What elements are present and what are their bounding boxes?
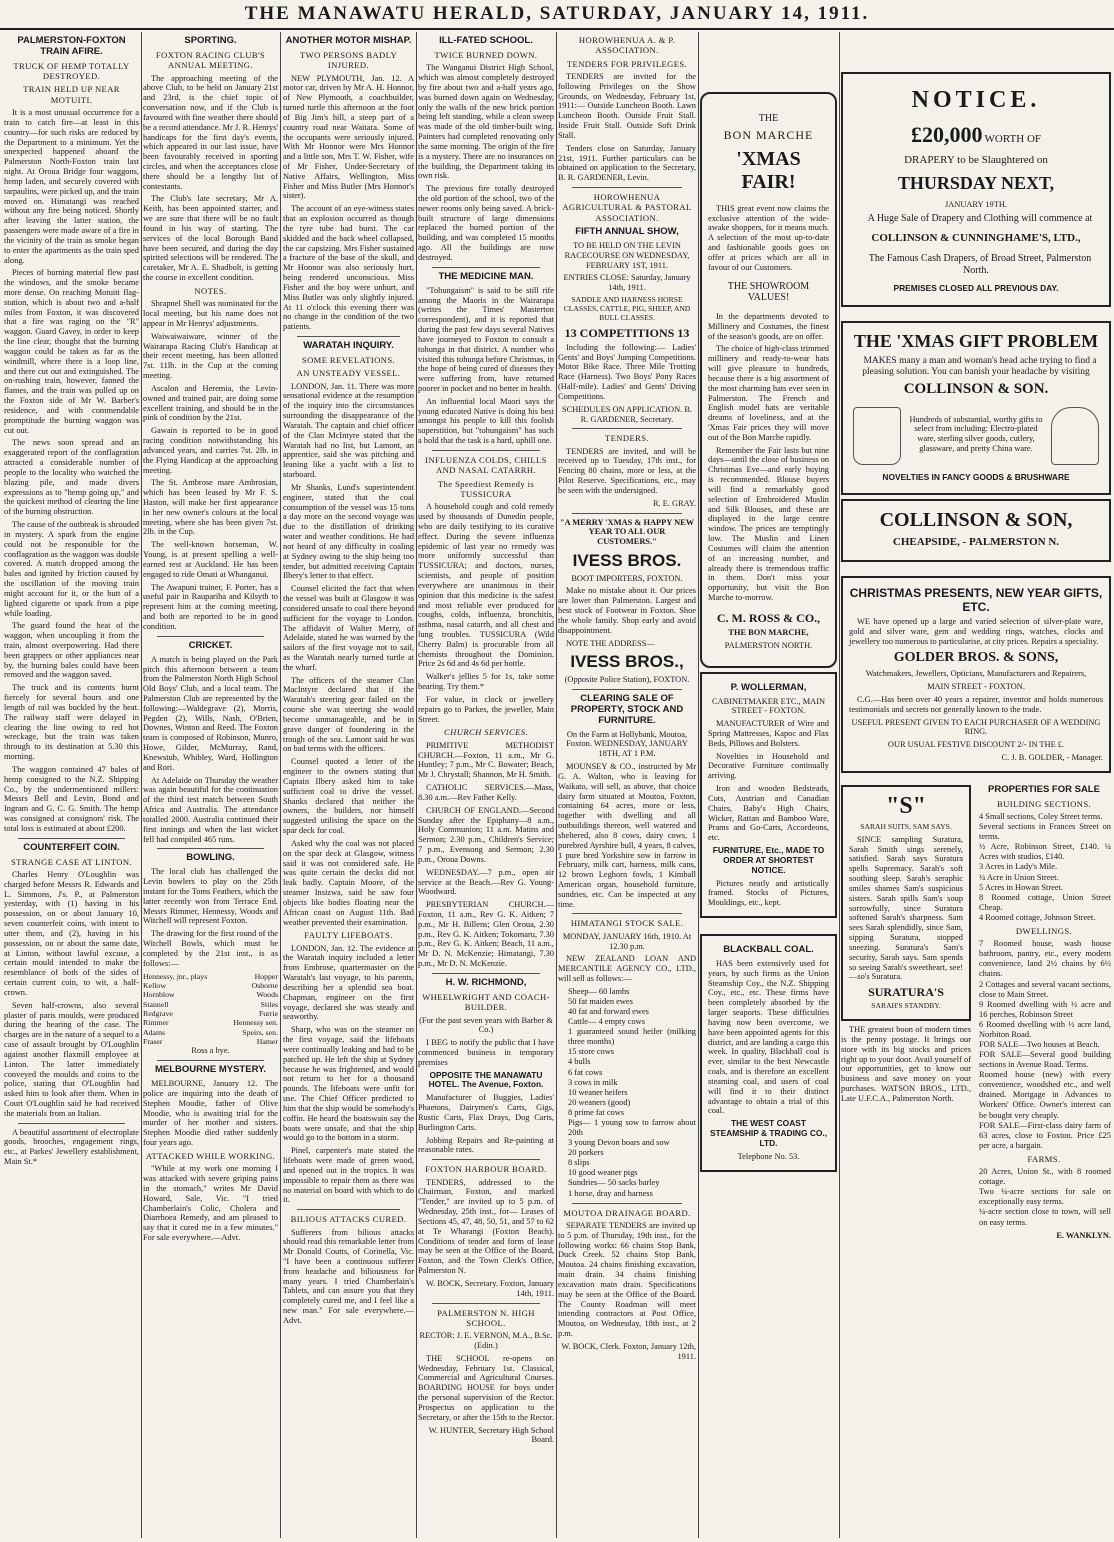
- paragraph: Gawain is reported to be in good racing condition notwithstanding his advanced years, and carries 7st. 2lb. in the Flying Handicap at the approaching meeting.: [143, 426, 278, 475]
- headline-cricket: CRICKET.: [188, 639, 233, 651]
- paragraph: An influential local Maori says the young educated Native is doing his best amongst his people to kill this foolish superstition, but "tohungaism" has such a hold that the task is a hard, uphill one.: [418, 396, 554, 446]
- subhead: TRAIN HELD UP NEAR MOTUITI.: [23, 84, 120, 105]
- list-item: 4 Small sections, Coley Street terms.: [979, 812, 1103, 822]
- paragraph: "Tohungaism" is said to be still rife among the Maoris in the Wairarapa (writes the Times' Masterton correspondent), and it is reported that during the past few days several Natives have journeyed to Foxton to consult a tohunga in that district. A number who visited this tohunga before Christmas, in the hope of being cured of diseases they were suffering from, have returned poorer in pocket and no better in health.: [418, 285, 554, 393]
- paragraph: PRIMITIVE METHODIST CHURCH.—Foxton, 11 a.m., Mr G. Huntley; 7 p.m., Mr C. Bowater; Beach, Mr J. Chrystall; Shannon, Mr H. Smith.: [418, 740, 554, 780]
- subhead: TWICE BURNED DOWN.: [434, 49, 538, 60]
- column-2: [143, 32, 278, 1246]
- paragraph: Sufferers from bilious attacks should read this remarkable letter from Mr Donald Coutts, of Corinella, Vic. "I have been a continuous sufferer from headache and biliousness for many years. I tried Chamberlain's Tablets, and can assure you that they completely cured me, and I feel like a new man." For sale everywhere.—Advt.: [283, 1227, 414, 1325]
- paragraph: Shrapnel Shell was nominated for the local meeting, but his name does not appear in Mr Henrys' adjustments.: [143, 299, 278, 328]
- list-item: 7 Roomed house, wash house bathroom, pantry, etc., every modern convenience, land 2½ chains by 6½ chains.: [979, 939, 1111, 979]
- paragraph: Counsel elicited the fact that when the vessel was built at Glasgow it was considered unsafe to coal there beyond sufficient for the voyage to London. The affidavit of Walter Merry, of Adelaide, stated he was warned by the sailors of the first voyage not to sail, as the Waratah nearly turned turtle at the wharf.: [283, 584, 414, 672]
- subhead-notes: NOTES.: [194, 285, 227, 296]
- list-item: 50 fat maiden ewes: [568, 997, 633, 1007]
- draw-player: Hornblow: [143, 990, 175, 1000]
- paragraph: MANUFACTURER of Wire and Spring Mattresses, Kapoc and Flax Beds, Pillows and Bolsters.: [708, 719, 829, 748]
- cruet-icon: [1051, 407, 1099, 465]
- paragraph: FURNITURE, Etc., MADE TO ORDER AT SHORTEST NOTICE.: [712, 845, 825, 875]
- list-item: 2 Cottages and several vacant sections, close to Main Street.: [979, 979, 1111, 999]
- paragraph: It is a most unusual occurrence for a train to catch fire—at least in this country—for such risks are reduced by the Department to a minimum. Yet the unexpected happened aboard the Palmerston North-Foxton train last night. At Oroua Bridge four waggons, hemp laden, and securely covered with tarpaulins, were picked up, and the train moved on. Himatangi was reached without any fire being noticed. Shortly after leaving the latter station, the passengers were made aware of a fire in the vicinity of the train as smoke began to enter the apartments as the train sped along.: [4, 108, 139, 265]
- ad-subtitle: CABINETMAKER ETC., MAIN STREET - FOXTON.: [711, 696, 826, 716]
- column-rule: [698, 32, 699, 1538]
- paragraph: PRESBYTERIAN CHURCH.—Foxton, 11 a.m., Rev G. K. Aitken; 7 p.m., Mr H. Billens; Glen Oroua, 2.30 p.m., Rev G. K. Aitken; Tokomaru, 7.30 p.m., Rev G. K. Aitken; Beach, 11 a.m., Mr D. N. McKenzie; Himatangi, 7.30 p.m., Mr D. N. McKenzie.: [418, 900, 554, 969]
- list-item: FOR SALE—Several good building sections in Avenue Road. Terms.: [979, 1050, 1111, 1070]
- list-item: 6 Roomed dwelling with ½ acre land, Norbiton Road.: [979, 1019, 1111, 1039]
- divider: [432, 1159, 540, 1160]
- ad-title: IVESS BROS.: [572, 551, 682, 571]
- paragraph: For value, in clock or jewellery repairs go to Parkes, the jeweller, Main Street.: [418, 694, 554, 724]
- paragraph: The well-known horseman, W. Young, is at present spelling a well-earned rest at Auckland. He has been engaged to ride Omati at Whanganui.: [143, 540, 278, 579]
- paragraph: Sharp, who was on the steamer on the first voyage, said the lifeboats were continually leaking and had to be patched up. He left the ship at Sydney because he was frightened, and would not return to her for a thousand pounds. The lifeboats were unfit for use. The Chief Officer predicted to him that the ship would be somebody's coffin. He heard the boatswain say the boats were unsafe, and that the ship would go to the bottom in a storm.: [283, 1025, 414, 1143]
- subhead: TWO PERSONS BADLY INJURED.: [299, 49, 398, 71]
- headline-melbourne-mystery: MELBOURNE MYSTERY.: [154, 1064, 267, 1076]
- collinson-son-ad: [841, 321, 1111, 495]
- paragraph: The Awapuni trainer, F. Porter, has a useful pair in Raupariha and Kilsyth to represent him at the coming meeting, and both are reported to be in good condition.: [143, 582, 278, 631]
- ad-subtitle: BUILDING SECTIONS.: [996, 798, 1092, 809]
- signature: W. HUNTER, Secretary High School Board.: [428, 1425, 554, 1445]
- paragraph: The truck and its contents burnt fiercely for several hours and one length of rail was buckled by the heat. The railway staff were delayed in clearing the line owing to red hot wreckage, but the train was taken through to its destination at 5.30 this morning.: [4, 683, 139, 762]
- bon-marche-ad: [700, 92, 837, 668]
- list-item: Pigs— 1 young sow to farrow about 20th: [568, 1117, 696, 1138]
- draw-player: Osborne: [251, 980, 278, 990]
- paragraph: SEPARATE TENDERS are invited up to 5 p.m. of Thursday, 19th inst., for the following works: 66 chains Stop Bank, Duck Creek. 52 chains Stop Bank, Moutoa. 24 chains finishing excavation, main drain. 34 chains finishing excavation main drain. Specifications may be seen at the Office of the Board. The County Roadman will meet intending contractors at Post Office, Moutoa, on Wednesday, 18th inst., at 2 p.m.: [558, 1220, 696, 1338]
- paragraph: TENDERS, addressed to the Chairman, Foxton, and marked "Tender," are invited up to 5 p.m. of Wednesday, 25th inst., for— Leases of Sections 45, 47, 48, 50, 51, and 57 to 62 at Te Wharangi (Foxton Beach). Conditions of tender and form of lease may be seen at the Office of the Board, Foxton, and the Town Clerk's Office, Palmerston N.: [418, 1177, 554, 1276]
- ad-firm: COLLINSON & SON,: [879, 509, 1073, 532]
- subhead: AN UNSTEADY VESSEL.: [296, 368, 401, 379]
- ad-subheading: WHEELWRIGHT AND COACH-BUILDER.: [422, 991, 550, 1013]
- ad-firm: GOLDER BROS. & SONS,: [893, 649, 1059, 665]
- headline-medicine-man: THE MEDICINE MAN.: [438, 270, 534, 282]
- draw-player: Rimmer: [143, 1018, 169, 1028]
- paragraph: MAKES many a man and woman's head ache trying to find a pleasing solution. You can banish your headache by visiting: [862, 355, 1097, 377]
- paragraph: TENDERS are invited for the following Privileges on the Show Grounds, on Wednesday, February 1st, 1911:— Outside Luncheon Booth. Lawn Luncheon Booth. Outside Fruit Stall. Inside Fruit Stall. Outside Soft Drink Stall.: [558, 71, 696, 140]
- divider: [432, 1303, 540, 1304]
- divider: [572, 1203, 682, 1204]
- paragraph: MONDAY, JANUARY 16th, 1910. At 12.30 p.m.: [562, 931, 692, 951]
- list-item: 8 slips: [568, 1158, 590, 1168]
- paragraph: PREMISES CLOSED ALL PREVIOUS DAY.: [893, 283, 1059, 294]
- ad-firm: C. M. ROSS & CO.,: [716, 610, 821, 625]
- list-item: 5 Acres in Howan Street.: [979, 882, 1063, 892]
- divider: [572, 428, 682, 429]
- paragraph: C.G.—Has been over 40 years a repairer, inventor and holds numerous testimonials and secrets not generally known to the trade.: [849, 694, 1103, 714]
- divider: [157, 636, 264, 637]
- ad-heading: H. W. RICHMOND,: [445, 976, 527, 988]
- ad-subheading: The Speediest Remedy is TUSSICURA: [437, 478, 535, 499]
- headline-motor-mishap: ANOTHER MOTOR MISHAP.: [285, 35, 412, 46]
- subhead: SOME REVELATIONS.: [301, 355, 396, 365]
- draw-player: Hennessy sen.: [233, 1018, 278, 1028]
- draw-player: Woods: [256, 990, 278, 1000]
- draw-player: Stiles: [260, 999, 278, 1009]
- ad-heading: PALMERSTON N. HIGH SCHOOL.: [437, 1307, 535, 1328]
- ad-line: JANUARY 19TH.: [944, 199, 1008, 209]
- list-item: ½ Acre, Robinson Street, £140. ¼ Acres with studios, £140.: [979, 842, 1111, 862]
- paragraph: The waggon contained 47 bales of hemp consigned to the N.Z. Shipping Co., by the undermentioned millers: Messrs Bell and Levin, Bond and Ingram and G. C. G. Smith. The hemp was consigned at consignors' risk. The total loss is estimated at about £200.: [4, 764, 139, 833]
- paragraph: MOUNSEY & CO., instructed by Mr G. A. Walton, who is leaving for Waikato, will sell, as above, that choice dairy farm situated at Moutoa, Foxton, containing 64 acres, more or less, together with dwelling and all outbuildings thereon, well watered and sheltered, also 8 cows, dairy cows, 1 purebred Ayrshire bull, 4 years, 8 calves, 1 pure bred Yorkshire sow in farrow in February, milk cart, harness, milk cans, 12 brown Leghorn fowls, 1 Kimball American organ, household furniture, sundries, etc. Can be inspected at any time.: [558, 762, 696, 909]
- ad-firm: COLLINSON & SON.: [903, 381, 1049, 398]
- paragraph: The Wanganui District High School, which was almost completely destroyed by fire about two and a-half years ago, was burned down again on Wednesday, only the walls of the new brick portion being left standing, while a clean sweep was made of the old timber-built wing. Painters had completed renovating only the same morning. The origin of the fire is a mystery. There are no insurances on the building, the Department taking its own risk.: [418, 63, 554, 181]
- ad-amount: £20,000: [910, 122, 983, 148]
- stock-list: [568, 987, 696, 1199]
- paragraph: Charles Henry O'Loughlin was charged before Messrs R. Edwards and L. Simmons, J's. P., at Palmerston yesterday, with (1) having in his possession, on or about January 10, seven counterfeit coins, with intent to utter them, and (2), having in his possession, on or about the same date, at Linton, without lawful excuse, a certain mould intended to make the resemblance of both of the sides of certain current coin, to wit, a half-crown.: [4, 869, 139, 997]
- list-item: FOR SALE—First-class dairy farm of 63 acres, close to Foxton. Price £25 per acre, a bargain.: [979, 1120, 1111, 1150]
- paragraph: A Huge Sale of Drapery and Clothing will commence at: [867, 212, 1093, 224]
- signature: R. E. GRAY.: [652, 498, 696, 508]
- paragraph: SCHEDULES ON APPLICATION. B. R. GARDENER, Secretary.: [561, 404, 693, 424]
- ad-line: DRAPERY to be Slaughtered on: [904, 153, 1048, 166]
- draw-player: Stannell: [143, 999, 169, 1009]
- paragraph: WE have opened up a large and varied selection of silver-plate ware, gold and silver ware, gem and wedding rings, watches, clocks and jewellery too numerous to particularise, at city prices. Repairs a speciality.: [849, 617, 1103, 646]
- divider: [297, 336, 400, 337]
- paragraph: Jobbing Repairs and Re-painting at reasonable rates.: [418, 1135, 554, 1155]
- headline-sporting: SPORTING.: [184, 35, 237, 46]
- list-item: 1 horse, dray and harness: [568, 1188, 653, 1198]
- divider: [157, 848, 264, 849]
- paragraph: A match is being played on the Park pitch this afternoon between a team from the Palmerston North High School Old Boys' Club, and a local team. The Palmerston Club are represented by the following:—Waldegrave (2), Morris, Pegden (2), Wills, Nash, O'Brien, Downes, Winton and Reed. The Foxton team is composed of Robinson, Munro, Howe, Gilder, McMurray, Rand, Knewstub, Whibley, Ward, Hollington and Rori.: [143, 654, 278, 772]
- paragraph: Pictures neatly and artistically framed. Stocks of Pictures, Mouldings, etc., kept.: [708, 878, 829, 908]
- list-item: Cattle— 4 empty cows: [568, 1017, 645, 1027]
- paragraph: Manufacturer of Buggies, Ladies' Phaetons, Dairymen's Carts, Gigs, Rustic Carts, Flax Drays, Dog Carts, Burlington Carts.: [418, 1093, 554, 1132]
- paragraph: ENTRIES CLOSE: Saturday, January 14th, 1911.: [563, 273, 691, 293]
- ad-firm: SURATURA'S: [868, 985, 944, 1000]
- paragraph: Mr Shanks, Lund's superintendent engineer, stated that the coal consumption of the vessel was 15 tons a day more on the second voyage was due to the distillation of drinking water and weather conditions. He had not heard of any difficulty in coaling at Sydney owing to the ship being too tender, but admitted receiving Captain Ilbery's letter to that effect.: [283, 482, 414, 581]
- list-item: 4 bulls: [568, 1057, 591, 1067]
- property-list: [979, 812, 1111, 923]
- ad-heading: TENDERS.: [604, 433, 650, 444]
- list-item: Two ¼-acre sections for sale on exceptionally easy terms.: [979, 1187, 1111, 1207]
- column-rule: [416, 32, 417, 1538]
- list-item: ¼-acre section close to town, will sell on easy terms.: [979, 1207, 1111, 1227]
- golder-bros-ad: [841, 576, 1111, 773]
- draw-player: Speirs, sen.: [242, 1027, 278, 1037]
- dwelling-list: [979, 939, 1111, 1151]
- draw-player: Hennessy, jnr., plays: [143, 971, 208, 981]
- ad-heading: HOROWHENUA AGRICULTURAL & PASTORAL ASSOCIATION.: [562, 192, 692, 223]
- signature: W. BOCK, Secretary. Foxton, January 14th, 1911.: [425, 1278, 554, 1298]
- subhead: ATTACKED WHILE WORKING.: [145, 1150, 276, 1161]
- divider: [157, 1060, 264, 1061]
- list-item: Several sections in Frances Street on terms.: [979, 822, 1111, 842]
- draw-player: Hopper: [254, 971, 278, 981]
- list-item: 1 guaranteed sound heifer (milking three months): [568, 1027, 696, 1047]
- paragraph: LONDON, Jan. 11. There was more sensational evidence at the resumption of the inquiry into the circumstances surrounding the disappearance of the Waratah. The captain and chief officer of the Clan McIntyre stated that the Waratah had no list, but Lamont, an apprentice, said she was pitching and leaning like a yacht with a list to starboard.: [283, 381, 414, 480]
- column-7: [841, 32, 1111, 1243]
- paragraph: OUR USUAL FESTIVE DISCOUNT 2/- IN THE £.: [887, 740, 1065, 750]
- paragraph: OPPOSITE THE MANAWATU HOTEL. The Avenue, Foxton.: [428, 1069, 544, 1090]
- list-item: 8 prime fat cows: [568, 1107, 625, 1117]
- list-item: 10 weaner heifers: [568, 1087, 628, 1097]
- collinson-cunninghame-notice: [841, 72, 1111, 307]
- column-3: [283, 32, 414, 1329]
- list-item: ¼ Acre in Union Street.: [979, 872, 1059, 882]
- paragraph: Ross a bye.: [191, 1046, 230, 1056]
- paragraph: The officers of the steamer Clan MacIntyre declared that if the Waratah's steering gear failed on the course she was steering she would become unmanageable, and be in grave danger of foundering in the trough of the sea. Lamont said he was on bad terms with the officers.: [283, 675, 414, 754]
- paragraph: MAIN STREET - FOXTON.: [927, 682, 1025, 692]
- paragraph: Including the following:— Ladies' Gents' and Boys' Jumping Competitions. Motor Bike Race. Three Mile Trotting Race (Harness). Two Boys' Pony Races (Half-mile). Ladies' and Gents' Driving Competitions.: [558, 342, 696, 401]
- subhead: FAULTY LIFEBOATS.: [304, 930, 393, 941]
- ad-heading: MOUTOA DRAINAGE BOARD.: [563, 1207, 691, 1218]
- ad-line: THE: [758, 113, 779, 124]
- ad-title: CHRISTMAS PRESENTS, NEW YEAR GIFTS, ETC.: [849, 585, 1103, 614]
- paragraph: In the departments devoted to Millinery and Costumes, the finest of the season's goods, are on offer.: [708, 311, 829, 341]
- paragraph: Watchmakers, Jewellers, Opticians, Manufacturers and Repairers,: [865, 669, 1087, 679]
- bowls-draw-table: [143, 972, 278, 1047]
- paragraph: "While at my work one morning I was attacked with severe griping pains in the stomach," writes Mr David Howard, Sale, Vic. "I tried Chamberlain's Colic, Cholera and Diarrhoea Remedy, and am pleased to say that it cured me in a few minutes." For sale everywhere.—Advt.: [143, 1164, 278, 1243]
- ad-title-big: 'XMAS FAIR!: [736, 147, 801, 193]
- headline-train-afire: PALMERSTON-FOXTON TRAIN AFIRE.: [17, 35, 126, 57]
- paragraph: Tenders close on Saturday, January 21st, 1911. Further particulars can be obtained on application to the Secretary, B. R. GARDENER, Levin.: [558, 143, 696, 183]
- wanklyn-properties: [977, 781, 1111, 1244]
- ad-title: THURSDAY NEXT,: [897, 172, 1055, 193]
- paragraph: At Adelaide on Thursday the weather was again beautiful for the continuation of the third test match between South Africa and Australia. The attendance totalled 2000. Australia continued their first innings and when the last wicket fell had compiled 465 runs.: [143, 775, 278, 844]
- paragraph: The previous fire totally destroyed the old portion of the school, two of the newer rooms only being saved. A brick-built structure of large dimensions replaced the burned portion of the building, and was completed 15 months ago. All the buildings are now destroyed.: [418, 184, 554, 262]
- ad-subtitle: FARMS.: [1027, 1153, 1061, 1164]
- divider: [572, 187, 682, 188]
- wollerman-ad: [700, 672, 837, 918]
- ad-heading: INFLUENZA COLDS, CHILLS AND NASAL CATARRH.: [425, 454, 547, 476]
- paragraph: Remember the Fair lasts but nine days—until the close of business on Christmas Eve—and early buying is recommended. Blouse buyers will find a remarkably good selection of Embroidered Muslin and Silk Blouses, and these are displayed in the large centre window. The prices are temptingly low. The Muslin and Linen Costumes will claim the attention of an increasing number, and already there is tremendous traffic in them. Don't miss your opportunity, but visit the Bon Marche to-morrow.: [708, 445, 829, 603]
- list-item: 20 porkers: [568, 1148, 604, 1158]
- paragraph: BOOT IMPORTERS, FOXTON.: [571, 573, 683, 583]
- paragraph: The news soon spread and an exaggerated report of the conflagration attracted a considerable number of people to the locality who watched the blazing pile, and made divers expressions as to "hemp going up," and the quickest method of clearing the line of the burning obstruction.: [4, 438, 139, 517]
- glass-icon: [853, 407, 901, 465]
- paragraph: The choice of high-class trimmed millinery and ready-to-wear hats will give pleasure to hundreds, because there is a big assortment of the most charming hats ever seen in Palmerston. The French and English model hats are veritable dreams of loveliness, and at the 'Xmas Fair prices they will move out of the Bon Marche rapidly.: [708, 344, 829, 442]
- list-item: 4 Roomed cottage, Johnson Street.: [979, 912, 1096, 922]
- paragraph: A beautiful assortment of electroplate goods, brooches, engagement rings, etc., at Parkes' Jewellery establishment, Main St.*: [4, 1127, 139, 1167]
- paragraph: I BEG to notify the public that I have commenced business in temporary premises: [418, 1038, 554, 1067]
- paragraph: Make no mistake about it. Our prices are lower than Palmerston. Largest and best stock of Footwear in Foxton. Shoe the whole family. Shop early and avoid disappointment.: [558, 586, 696, 635]
- paragraph: Ascalon and Heremia, the Levin-owned and trained pair, are doing some excellent training, and should be in the pink of condition by the 21st.: [143, 383, 278, 423]
- paragraph: TENDERS are invited, and will be received up to Tuesday, 17th inst., for Fencing 80 chains, more or less, at the Pilot Reserve. Specifications, etc., may be seen with the undersigned.: [558, 446, 696, 495]
- subhead: BILIOUS ATTACKS CURED.: [290, 1214, 407, 1225]
- draw-player: Adams: [143, 1027, 166, 1037]
- s-box: [841, 785, 971, 1021]
- signature: E. WANKLYN.: [1056, 1230, 1111, 1240]
- column-rule: [280, 32, 281, 1538]
- ad-illustration-row: [851, 405, 1101, 467]
- list-item: 8 Roomed cottage, Union Street Cheap.: [979, 892, 1111, 912]
- paragraph: CATHOLIC SERVICES.—Mass, 8.30 a.m.—Rev Father Kelly.: [418, 783, 554, 802]
- column-rule: [141, 32, 142, 1538]
- list-item: 40 fat and forward ewes: [568, 1007, 649, 1017]
- ad-firm: COLLINSON & CUNNINGHAME'S, LTD.,: [871, 232, 1081, 245]
- list-item: 3 Acres in Lady's Mile.: [979, 862, 1058, 872]
- paragraph: The Famous Cash Drapers, of Broad Street, Palmerston North.: [868, 253, 1092, 276]
- paragraph: Counsel quoted a letter of the engineer to the owners stating that Captain Ilbery asked him to take sufficient coal to drive the vessel. Shanks declared that neither the owners, the builders, nor himself suggested utilising the space on the spar deck for coal.: [283, 757, 414, 836]
- column-1: [4, 32, 139, 1170]
- ad-subheading: TENDERS FOR PRIVILEGES.: [566, 58, 688, 69]
- column-6: [700, 32, 837, 1176]
- paragraph: "A MERRY 'XMAS & HAPPY NEW YEAR TO ALL OUR CUSTOMERS.": [559, 517, 695, 547]
- divider: [572, 913, 682, 914]
- paragraph: Hundreds of substantial, worthy gifts to select from including: Electro-plated ware, sterling silver goods, cutlery, glassware, and pretty China ware.: [909, 414, 1043, 453]
- ad-firm: PALMERSTON NORTH.: [724, 640, 813, 650]
- column-rule: [839, 32, 840, 1538]
- divider: [432, 450, 540, 451]
- paragraph: RECTOR: J. E. VERNON, M.A., B.Sc. (Edin.): [419, 1331, 553, 1350]
- paragraph: Telephone No. 53.: [737, 1151, 800, 1161]
- paragraph: THE greatest boon of modern times is the penny postage. It brings our store with its big stocks and prices right up to your door. Avail yourself of our opportunities, get to know our business and save money on your purchases. WATSON BROS., LTD., Late U.F.C.A., Palmerston North.: [841, 1025, 971, 1103]
- draw-player: Fraser: [143, 1037, 163, 1047]
- paragraph: Waiwaiwaiware, winner of the Wairarapa Racing Club's Handicap at their recent meeting, has been allotted 7st. 11lb. in the Cup at the coming meeting.: [143, 331, 278, 381]
- headline-bowling: BOWLING.: [186, 852, 235, 864]
- paragraph: Novelties in Household and Decorative Furniture continually arriving.: [708, 751, 829, 781]
- ad-heading: FOXTON HARBOUR BOARD.: [425, 1164, 547, 1175]
- draw-player: Hamer: [256, 1037, 278, 1047]
- paragraph: Pieces of burning material flew past the windows, and the smoke became more dense. On reaching Motuiti flag-station, which is about two and a-half miles from Foxton, it was discovered that a fire was raging on the "R" waggon. Guard Gavey, in order to keep the line clear, thought that the burning waggon could be taken as far as the windmill, where there is a loop line, and there cut out and extinguished. The on-rushing train, however, fanned the flames, and the train was pulled up on the Foxton side of Mr W. Barber's residence, and with commendable promptitude the burning waggon was cut out.: [4, 268, 139, 435]
- divider: [297, 1209, 400, 1210]
- paragraph: THE SCHOOL re-opens on Wednesday, February 1st. Classical, Commercial and Agricultural Courses. BOARDING HOUSE for boys under the personal supervision of the Rector. Prospectus on application to the Secretary, or after the 15th to the Rector.: [418, 1353, 554, 1422]
- ad-line: WORTH OF: [984, 133, 1042, 146]
- paragraph: (Opposite Police Station), FOXTON.: [564, 674, 690, 684]
- list-item: Sheep— 60 lambs: [568, 986, 630, 996]
- list-item: FOR SALE—Two houses at Beach.: [979, 1040, 1100, 1049]
- ad-title: BON MARCHE: [723, 127, 814, 142]
- headline-ill-fated-school: ILL-FATED SCHOOL.: [439, 35, 533, 46]
- paragraph: The Club's late secretary, Mr A. Keith, has been appointed starter, and we are sure that there will be no fault found in his way of starting. The services of the local Borough Band have been secured, and during the day spirited selections will be rendered. The caretaker, Mr A. E. Shadbolt, is getting the course in excellent condition.: [143, 194, 278, 283]
- list-item: 3 young Devon boars and sow: [568, 1138, 670, 1148]
- draw-player: Furrie: [258, 1008, 278, 1018]
- paragraph: NEW ZEALAND LOAN AND MERCANTILE AGENCY CO., LTD., will sell as follows:—: [558, 954, 696, 984]
- paragraph: The St. Ambrose mare Ambrosian, which has been leased by Mr F. S. Haston, will make her first appearance in her new owner's colours at the local meeting, where she has been given 7st. 2lb. in the Cup.: [143, 478, 278, 537]
- list-item: Roomed house (new) with every convenience, woodshed etc., and well drained. Mortgage in Advances to Workers' Office. Owner's interest can be bought very cheaply.: [979, 1070, 1111, 1120]
- list-item: 20 Acres, Union St., with 8 roomed cottage.: [979, 1167, 1111, 1187]
- ad-title: NOTICE.: [911, 87, 1041, 113]
- subhead: TRUCK OF HEMP TOTALLY DESTROYED.: [13, 60, 130, 82]
- ad-heading: HOROWHENUA A. & P. ASSOCIATION.: [578, 35, 676, 56]
- paragraph: The approaching meeting of the above Club, to be held on January 21st and 23rd, is the chief topic of conversation now, and if the Club is favoured with fine weather there should be a record attendance. Mr J. R. Henrys' handicaps for the first day's events, which appeared in our last issue, have been favourably received in sporting circles, and when the acceptances close there should be a lengthy list of contestants.: [143, 73, 278, 191]
- divider: [572, 689, 682, 690]
- collinson-son-address: [841, 499, 1111, 561]
- ad-title: PROPERTIES FOR SALE: [988, 783, 1100, 795]
- paragraph: SADDLE AND HARNESS HORSE CLASSES, CATTLE, PIG, SHEEP, AND BULL CLASSES.: [563, 295, 691, 322]
- column-4: [418, 32, 554, 1448]
- bottom-ads-row: [841, 781, 1111, 1244]
- paragraph: The guard found the heat of the waggon, when uncoupling it from the train, almost overpowering. Had there been grappers or other appliances near by, the burning bales could have been removed and the waggon saved.: [4, 621, 139, 680]
- paragraph: LONDON, Jan. 12. The evidence at the Waratah inquiry included a letter from Embrose, quartermaster on the Waratah's last voyage, to his parents, describing her a splendid sea boat. Chapman, engineer on the first voyage, declared she was steady and seaworthy.: [283, 943, 414, 1022]
- ad-line: CHEAPSIDE, - PALMERSTON N.: [892, 535, 1060, 548]
- subhead: CHURCH SERVICES.: [443, 727, 529, 738]
- headline-counterfeit-coin: COUNTERFEIT COIN.: [23, 841, 120, 853]
- divider: [18, 838, 125, 839]
- paragraph: The account of an eye-witness states that an explosion occurred as though the tyre tube had burst. The car skidded and the back wheel collapsed, the car capsizing. Mrs Fisher sustained a fracture of the base of the skull, and Mr Honnor was also seriously hurt, being rendered unconscious. Miss Fisher and the boy were unhurt, and Miss Butler was only slightly injured. At 11 o'clock this evening there was no change in the condition of the two patients.: [283, 204, 414, 332]
- divider: [432, 973, 540, 974]
- headline-waratah-inquiry: WARATAH INQUIRY.: [303, 340, 394, 352]
- paragraph: On the Farm at Hollybank, Moutoa, Foxton. WEDNESDAY, JANUARY 18TH, AT 1 P.M.: [566, 729, 688, 759]
- ad-title: "S": [886, 792, 926, 819]
- paragraph: Pinel, carpenter's mate stated the lifeboats were made of green wood, and opened out in the tropics. It was impossible to repair them as there was no material on board with which to do it.: [283, 1146, 414, 1205]
- ad-title: P. WOLLERMAN,: [730, 681, 807, 693]
- paragraph: The local club has challenged the Levin bowlers to play on the 25th instant for the Toms Feathers, which the latter recently won from Terrace End. Messrs Rimmer, Hennessy, Woods and Witchell will represent Foxton.: [143, 867, 278, 926]
- paragraph: USEFUL PRESENT GIVEN TO EACH PURCHASER OF A WEDDING RING.: [851, 717, 1101, 737]
- draw-player: Redgrave: [143, 1008, 173, 1018]
- list-item: 20 weaners (good): [568, 1097, 631, 1107]
- list-item: 15 store cows: [568, 1047, 615, 1057]
- divider: [432, 267, 540, 268]
- ad-subtitle: THE SHOWROOM VALUES!: [727, 280, 810, 304]
- paragraph: NOTE THE ADDRESS—: [566, 638, 655, 648]
- paragraph: The drawing for the first round of the Witchell Bowls, which must be completed by the 21st inst., is as follows:—: [143, 929, 278, 968]
- list-item: 6 fat cows: [568, 1067, 603, 1077]
- suratura-ad: [841, 781, 971, 1244]
- ad-firm: THE WEST COAST STEAMSHIP & TRADING CO., LTD.: [709, 1118, 828, 1148]
- masthead: THE MANAWATU HERALD, SATURDAY, JANUARY 14, 1911.: [0, 0, 1114, 30]
- ad-firm: THE BON MARCHE,: [728, 627, 809, 637]
- column-rule: [556, 32, 557, 1538]
- subhead: FOXTON RACING CLUB'S ANNUAL MEETING.: [155, 49, 266, 71]
- paragraph: Walker's jellies 5 for 1s, take some bearing. Try them.*: [418, 672, 554, 692]
- paragraph: SINCE sampling Suratura, Sarah Smith sings serenely, satisfied. Sarah says Suratura spells Supremacy. Sarah's soft soothing sleep. Sarah's seraphic smiles shames Sam's suspicious sisters. Sarah spills Sam's soup sorrowfully, since Suratura softened Sarah's sharpness. Sam sees Sarah splendidly, since Sam, sipping Suratura, stopped sneezing. Suratura's Sam's security, Sarah says. Sam spends so seeing Sarah's sweetheart, see!—so's Suratura.: [849, 834, 963, 982]
- paragraph: Iron and wooden Bedsteads, Cots, Austrian and Canadian Chairs, Baby's High Chairs, Wicker, Rattan and Bamboo Ware, Prams and Go-Carts, Accordeons, etc.: [708, 784, 829, 843]
- paragraph: Seven half-crowns, also several plaster of paris moulds, were produced during the hearing of the case. The charges are in the nature of a sequel to a case of assault brought by O'Loughlin against another flaxmill employee at Linton. The latter immediately conveyed the moulds and coins to the police, stating that O'Loughlin had asked him to look after them. When in Court O'Loughlin said he had received the materials from an Italian.: [4, 1000, 139, 1118]
- paragraph: (For the past seven years with Barber & Co.): [419, 1015, 553, 1035]
- ad-title: IVESS BROS.,: [570, 652, 684, 672]
- ad-title: CLEARING SALE OF PROPERTY, STOCK AND FURNITURE.: [570, 692, 684, 726]
- paragraph: HAS been extensively used for years, by such firms as the Union Steamship Coy., the N.Z. Shipping Coy., etc., etc. These firms have been completely absorbed by the larger seaports. These difficulties having now been overcome, we have been appointed agents for this district, and are landing a cargo this week. In quality, Blackball coal is ever, similar to the best Newcastle coals, and is therefore an excellent steaming coal, and users of coal will find it to their distinct advantage to obtain a trial of this coal.: [708, 959, 829, 1116]
- divider: [18, 1123, 125, 1124]
- farm-list: [979, 1167, 1111, 1227]
- paragraph: NOVELTIES IN FANCY GOODS & BRUSHWARE: [882, 471, 1070, 482]
- paragraph: A household cough and cold remedy used by thousands of Dunedin people, who are daily testifying to its curative effect. During the severe influenza epidemic of last year no remedy was more uniformly successful than TUSSICURA; and doctors, nurses, scientists, and people of position everywhere are unanimous in their opinion that this medicine is the safest and most reliable ever produced for coughs, colds, influenza, bronchitis, asthma, nasal catarrh, and all chest and lung troubles. TUSSICURA (Wild Cherry Balm) is procurable from all chemists throughout the Dominion. Price 2s 6d and 4s 6d per bottle.: [418, 502, 554, 669]
- paragraph: WEDNESDAY.—7 p.m., open air service at the Beach.—Rev G. Young-Woodward.: [418, 867, 554, 897]
- list-item: 9 Roomed dwelling with ½ acre and 16 perches, Robinson Street: [979, 999, 1111, 1019]
- ad-subtitle: SARAH SUITS, SAM SAYS.: [860, 821, 952, 831]
- paragraph: MELBOURNE, January 12. The police are inquiring into the death of Stephen Moodie, father of Olive Moodie, who is awaiting trial for the murder of her mother and sisters. Stephen Moodie died rather suddenly four years ago.: [143, 1079, 278, 1148]
- blackball-coal-ad: [700, 934, 837, 1171]
- subhead: STRANGE CASE AT LINTON.: [10, 856, 133, 867]
- signature: C. J. B. GOLDER, - Manager.: [1001, 752, 1103, 762]
- column-5: [558, 32, 696, 1364]
- draw-player: Kellow: [143, 980, 166, 990]
- paragraph: Asked why the coal was not placed on the spar deck at Glasgow, witness said it was not considered safe. He was quite certain the decks did not leak badly. Captain Moore, of the steamer Insizwa, said he saw four objects like bodies floating near the African coast on August 11th. Bad weather prevented their examination.: [283, 838, 414, 927]
- ad-title: THE 'XMAS GIFT PROBLEM: [853, 331, 1099, 352]
- ad-heading: HIMATANGI STOCK SALE.: [570, 918, 684, 929]
- signature: W. BOCK, Clerk. Foxton, January 12th, 1911.: [561, 1341, 696, 1361]
- ad-line: [851, 122, 1101, 148]
- ad-title: FIFTH ANNUAL SHOW,: [575, 225, 679, 237]
- ad-subtitle: DWELLINGS.: [1015, 925, 1073, 936]
- competitions-banner: 13 COMPETITIONS 13: [564, 325, 690, 340]
- list-item: Sundries— 50 sacks barley: [568, 1178, 660, 1188]
- paragraph: NEW PLYMOUTH, Jan. 12. A motor car, driven by Mr A. H. Honnor, of New Plymouth, a coachbuilder, turned turtle this afternoon at the foot of Big Jim's hill, a steep part of a country road near Waitara. Some of the occupants were seriously injured. With Mr Honnor were Mrs Honnor and a little son, Mrs T. W. Fisher, wife of Mr Fisher, Under-Secretary of Native Affairs, Wellington, Miss Fisher and Miss Butler (Mrs Honnor's sister).: [283, 73, 414, 201]
- paragraph: CHURCH OF ENGLAND.—Second Sunday after the Epiphany—8 a.m., Holy Communion; 11 a.m. Matins and Sermon; 2.30 p.m., Children's Service; 7 p.m., Evensong and Sermon; 2.30 p.m., Oroua Downs.: [418, 805, 554, 864]
- paragraph: THIS great event now claims the exclusive attention of the wide-awake shoppers, for it means much. A selection of the most up-to-date and fashionable goods goes on offer at prices which are all in favour of our Customers.: [708, 203, 829, 272]
- ad-firm: SARAH'S STANDBY.: [871, 1001, 941, 1011]
- list-item: 10 good weaner pigs: [568, 1168, 638, 1178]
- list-item: 3 cows in milk: [568, 1077, 618, 1087]
- divider: [572, 513, 682, 514]
- paragraph: The cause of the outbreak is shrouded in mystery. A spark from the engine could not be responsible for the conflagration as the waggon was double covered. A match dropped among the bales and ignited by friction caused by the oscillation of the moving train might account for it, or the butt of a lighted cigarette or spark from a pipe while loading.: [4, 520, 139, 618]
- paragraph: TO BE HELD ON THE LEVIN RACECOURSE ON WEDNESDAY, FEBRUARY 1ST, 1911.: [564, 240, 690, 270]
- ad-title: BLACKBALL COAL.: [723, 944, 814, 956]
